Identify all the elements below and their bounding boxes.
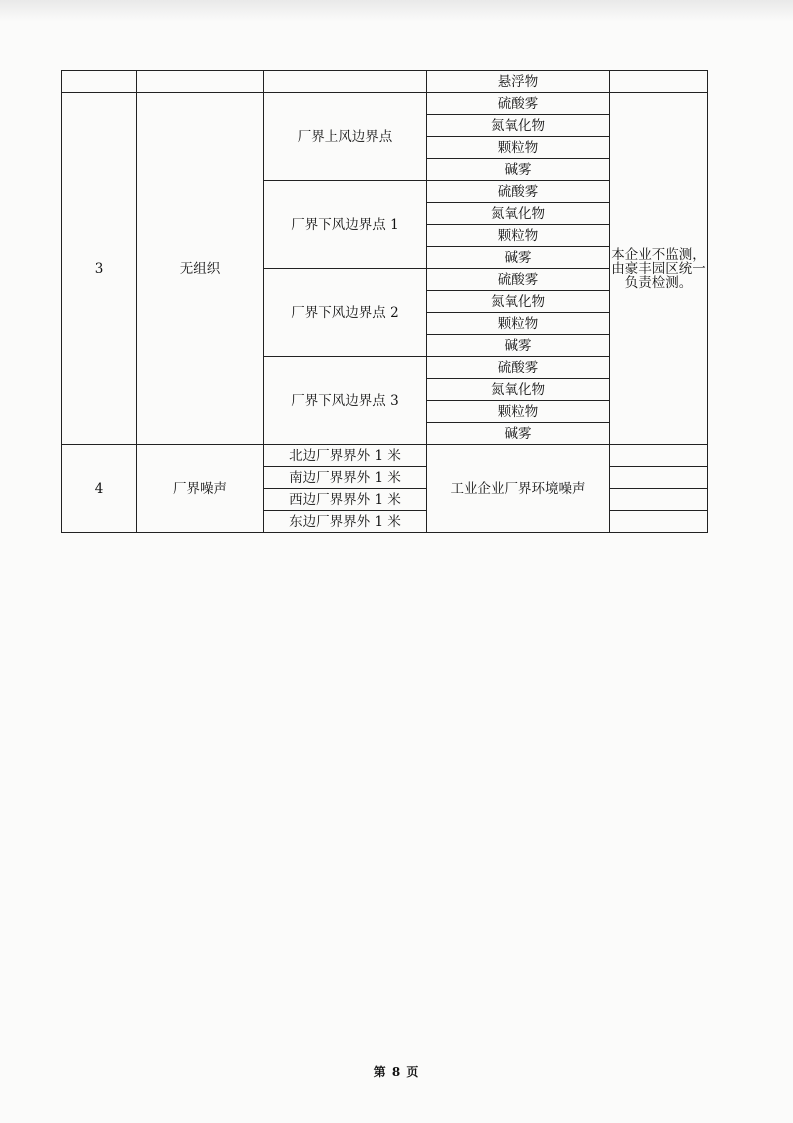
monitoring-item: 工业企业厂界环境噪声 bbox=[427, 445, 610, 533]
page-number: 第 8 页 bbox=[373, 1065, 420, 1079]
pollutant-cell: 颗粒物 bbox=[427, 401, 610, 423]
monitoring-point: 南边厂界界外 1 米 bbox=[264, 467, 427, 489]
monitoring-point: 厂界下风边界点 2 bbox=[264, 269, 427, 357]
pollutant-cell: 颗粒物 bbox=[427, 137, 610, 159]
scan-edge bbox=[0, 0, 793, 22]
cell-empty bbox=[610, 445, 708, 467]
cell-empty bbox=[610, 489, 708, 511]
monitoring-point: 厂界上风边界点 bbox=[264, 93, 427, 181]
pollutant-cell: 颗粒物 bbox=[427, 225, 610, 247]
emission-type: 无组织 bbox=[137, 93, 264, 445]
monitoring-point: 北边厂界界外 1 米 bbox=[264, 445, 427, 467]
pollutant-cell: 硫酸雾 bbox=[427, 181, 610, 203]
table-row bbox=[62, 71, 708, 93]
pollutant-cell: 氮氧化物 bbox=[427, 291, 610, 313]
pollutant-cell: 碱雾 bbox=[427, 159, 610, 181]
cell-empty bbox=[62, 71, 137, 93]
pollutant-cell: 碱雾 bbox=[427, 423, 610, 445]
pollutant-cell: 硫酸雾 bbox=[427, 269, 610, 291]
pollutant-cell: 悬浮物 bbox=[427, 71, 610, 93]
pollutant-cell: 氮氧化物 bbox=[427, 203, 610, 225]
monitoring-point: 西边厂界界外 1 米 bbox=[264, 489, 427, 511]
cell-empty bbox=[610, 467, 708, 489]
cell-empty bbox=[137, 71, 264, 93]
monitoring-table bbox=[61, 70, 708, 533]
row-index: 3 bbox=[62, 93, 137, 445]
monitoring-point: 东边厂界界外 1 米 bbox=[264, 511, 427, 533]
table-row bbox=[62, 445, 708, 467]
monitoring-point: 厂界下风边界点 1 bbox=[264, 181, 427, 269]
note-text: 本企业不监测，由豪丰园区统一负责检测。 bbox=[611, 246, 706, 291]
pollutant-cell: 硫酸雾 bbox=[427, 93, 610, 115]
cell-empty bbox=[610, 71, 708, 93]
pollutant-cell: 碱雾 bbox=[427, 335, 610, 357]
pollutant-cell: 颗粒物 bbox=[427, 313, 610, 335]
pollutant-cell: 氮氧化物 bbox=[427, 115, 610, 137]
note-cell bbox=[610, 93, 708, 445]
cell-empty bbox=[264, 71, 427, 93]
cell-empty bbox=[610, 511, 708, 533]
pollutant-cell: 硫酸雾 bbox=[427, 357, 610, 379]
monitoring-point: 厂界下风边界点 3 bbox=[264, 357, 427, 445]
pollutant-cell: 氮氧化物 bbox=[427, 379, 610, 401]
row-index: 4 bbox=[62, 445, 137, 533]
emission-type: 厂界噪声 bbox=[137, 445, 264, 533]
pollutant-cell: 碱雾 bbox=[427, 247, 610, 269]
table-row bbox=[62, 93, 708, 115]
